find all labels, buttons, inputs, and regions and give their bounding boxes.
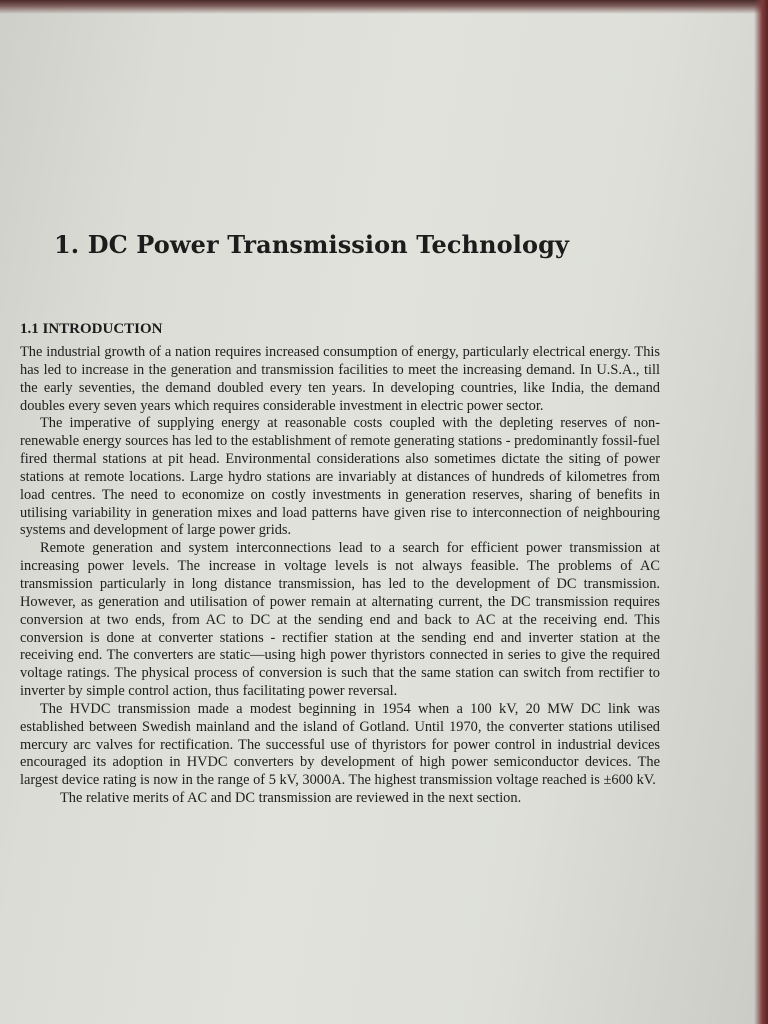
paragraph-5: The relative merits of AC and DC transmission are reviewed in the next section. <box>60 790 522 807</box>
chapter-title: 1. DC Power Transmission Technology <box>54 230 569 259</box>
paragraph-4: The HVDC transmission made a modest beginning in 1954 when a 100 kV, 20 MW DC link was established between Swedish mainland and the island of Gotland. Until 1970, the converter stations utilised mercury arc valves for rectification. The successful use of thyristors for power control in industrial devices encouraged its adoption in HVDC converters by development of high power semiconductor devices. The largest device rating is now in the range of 5 kV, 3000A. The highest transmission voltage reached is ±600 kV. <box>20 700 660 789</box>
paragraph-2: The imperative of supplying energy at reasonable costs coupled with the depleting reserves of non-renewable energy sources has led to the establishment of remote generating stations - predominantly fossil-fuel fired thermal stations at pit head. Environmental considerations also sometimes dictate the siting of power stations at remote locations. Large hydro stations are invariably at distances of hundreds of kilometres from load centres. The need to economize on costly investments in generation reserves, sharing of benefits in utilising variability in generation mixes and load patterns have given rise to interconnection of neighbouring systems and development of large power grids. <box>20 415 660 539</box>
page-top-edge <box>0 0 768 14</box>
body-text <box>20 344 660 808</box>
paragraph-3: Remote generation and system interconnections lead to a search for efficient power transmission at increasing power levels. The increase in voltage levels is not always feasible. The problems of AC transmission particularly in long distance transmission, has led to the development of DC transmission. However, as generation and utilisation of power remain at alternating current, the DC transmission requires conversion at two ends, from AC to DC at the sending end and back to AC at the receiving end. This conversion is done at converter stations - rectifier station at the sending end and inverter station at the receiving end. The converters are static—using high power thyristors connected in series to give the required voltage ratings. The physical process of conversion is such that the same station can switch from rectifier to inverter by simple control action, thus facilitating power reversal. <box>20 540 660 700</box>
paragraph-1: The industrial growth of a nation requires increased consumption of energy, particularly electrical energy. This has led to increase in the generation and transmission facilities to meet the increasing demand. In U.S.A., till the early seventies, the demand doubled every ten years. In developing countries, like India, the demand doubles every seven years which requires considerable investment in electric power sector. <box>20 344 660 414</box>
page-right-edge <box>754 0 768 1024</box>
section-heading: 1.1 INTRODUCTION <box>20 321 163 337</box>
